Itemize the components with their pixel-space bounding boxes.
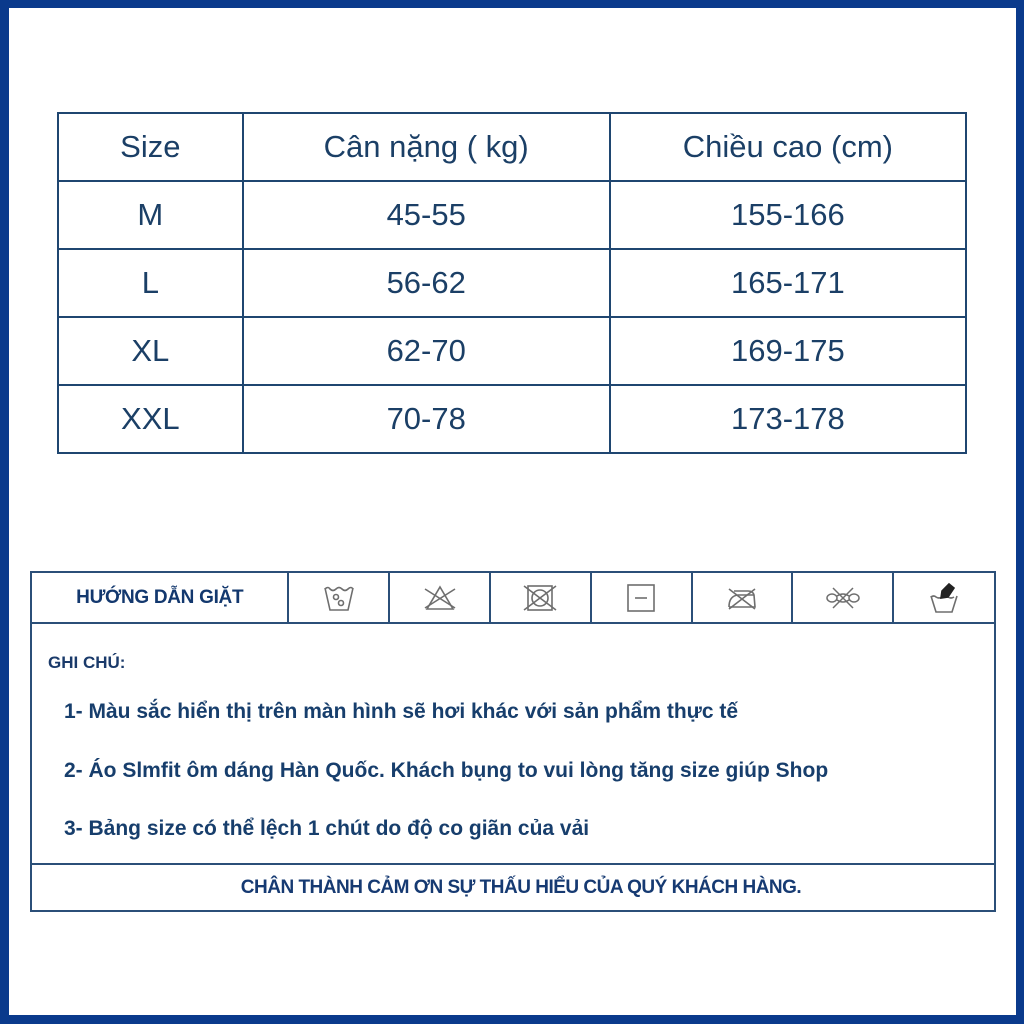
cell-height: 169-175 bbox=[610, 317, 966, 385]
care-title: HƯỚNG DẪN GIẶT bbox=[32, 573, 289, 622]
table-row bbox=[58, 249, 966, 317]
cell-weight: 70-78 bbox=[243, 385, 610, 453]
cell-weight: 56-62 bbox=[243, 249, 610, 317]
header-size: Size bbox=[58, 113, 243, 181]
header-weight: Cân nặng ( kg) bbox=[243, 113, 610, 181]
no-iron-icon bbox=[693, 573, 794, 622]
cell-weight: 45-55 bbox=[243, 181, 610, 249]
wash-30-icon bbox=[289, 573, 390, 622]
cell-height: 165-171 bbox=[610, 249, 966, 317]
cell-weight: 62-70 bbox=[243, 317, 610, 385]
cell-height: 155-166 bbox=[610, 181, 966, 249]
cell-size: L bbox=[58, 249, 243, 317]
note-item: 2- Áo Slmfit ôm dáng Hàn Quốc. Khách bụng to vui lòng tăng size giúp Shop bbox=[64, 759, 829, 782]
notes-title: GHI CHÚ: bbox=[48, 653, 126, 672]
cell-size: XXL bbox=[58, 385, 243, 453]
table-row bbox=[58, 181, 966, 249]
cell-height: 173-178 bbox=[610, 385, 966, 453]
no-bleach-icon bbox=[390, 573, 491, 622]
thank-you-row bbox=[32, 865, 994, 910]
no-wring-icon bbox=[793, 573, 894, 622]
table-header-row bbox=[58, 113, 966, 181]
care-header-row bbox=[32, 573, 994, 624]
cell-size: XL bbox=[58, 317, 243, 385]
thank-you-text: CHÂN THÀNH CẢM ƠN SỰ THẤU HIỂU CỦA QUÝ KHÁCH HÀNG. bbox=[240, 876, 802, 898]
care-instructions-box bbox=[30, 571, 996, 912]
note-item: 3- Bảng size có thể lệch 1 chút do độ co giãn của vải bbox=[64, 817, 590, 840]
notes-section bbox=[32, 624, 994, 865]
no-tumble-dry-icon bbox=[491, 573, 592, 622]
dry-flat-icon bbox=[592, 573, 693, 622]
hand-wash-icon bbox=[894, 573, 994, 622]
note-item: 1- Màu sắc hiển thị trên màn hình sẽ hơi khác với sản phẩm thực tế bbox=[64, 700, 739, 723]
header-height: Chiều cao (cm) bbox=[610, 113, 966, 181]
size-table bbox=[57, 112, 967, 454]
table-row bbox=[58, 385, 966, 453]
table-row bbox=[58, 317, 966, 385]
cell-size: M bbox=[58, 181, 243, 249]
